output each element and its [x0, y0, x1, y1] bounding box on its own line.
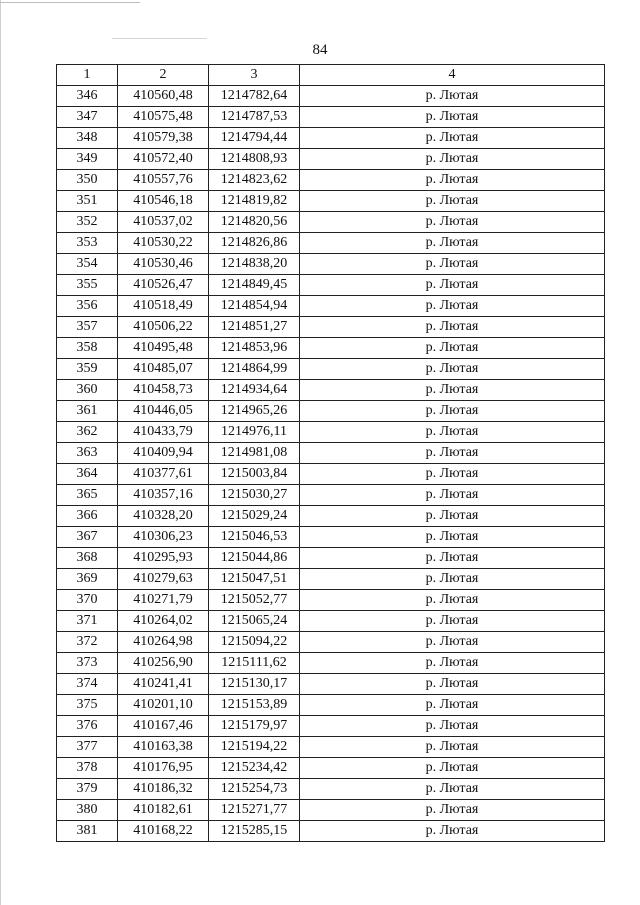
point-number-cell: 377: [57, 737, 118, 758]
table-row: [57, 800, 605, 821]
y-coordinate-cell: 1214838,20: [209, 254, 300, 275]
table-row: [57, 674, 605, 695]
y-coordinate-cell: 1215094,22: [209, 632, 300, 653]
water-object-cell: р. Лютая: [300, 128, 605, 149]
y-coordinate-cell: 1215153,89: [209, 695, 300, 716]
table-row: [57, 86, 605, 107]
y-coordinate-cell: 1215194,22: [209, 737, 300, 758]
x-coordinate-cell: 410264,02: [118, 611, 209, 632]
table-row: [57, 275, 605, 296]
y-coordinate-cell: 1214823,62: [209, 170, 300, 191]
table-row: [57, 443, 605, 464]
water-object-cell: р. Лютая: [300, 716, 605, 737]
x-coordinate-cell: 410537,02: [118, 212, 209, 233]
x-coordinate-cell: 410575,48: [118, 107, 209, 128]
scan-artifact-line: [112, 38, 207, 39]
y-coordinate-cell: 1214981,08: [209, 443, 300, 464]
point-number-cell: 358: [57, 338, 118, 359]
table-row: [57, 149, 605, 170]
x-coordinate-cell: 410163,38: [118, 737, 209, 758]
point-number-cell: 351: [57, 191, 118, 212]
water-object-cell: р. Лютая: [300, 338, 605, 359]
water-object-cell: р. Лютая: [300, 674, 605, 695]
x-coordinate-cell: 410167,46: [118, 716, 209, 737]
column-header: 4: [300, 65, 605, 86]
table-row: [57, 695, 605, 716]
table-row: [57, 485, 605, 506]
y-coordinate-cell: 1214820,56: [209, 212, 300, 233]
table-row: [57, 590, 605, 611]
y-coordinate-cell: 1214782,64: [209, 86, 300, 107]
table-row: [57, 758, 605, 779]
x-coordinate-cell: 410271,79: [118, 590, 209, 611]
x-coordinate-cell: 410530,22: [118, 233, 209, 254]
x-coordinate-cell: 410530,46: [118, 254, 209, 275]
water-object-cell: р. Лютая: [300, 191, 605, 212]
water-object-cell: р. Лютая: [300, 506, 605, 527]
table-row: [57, 548, 605, 569]
table-row: [57, 464, 605, 485]
x-coordinate-cell: 410256,90: [118, 653, 209, 674]
table-row: [57, 821, 605, 842]
table-row: [57, 506, 605, 527]
x-coordinate-cell: 410560,48: [118, 86, 209, 107]
table-row: [57, 107, 605, 128]
x-coordinate-cell: 410458,73: [118, 380, 209, 401]
y-coordinate-cell: 1214854,94: [209, 296, 300, 317]
point-number-cell: 366: [57, 506, 118, 527]
water-object-cell: р. Лютая: [300, 212, 605, 233]
y-coordinate-cell: 1214853,96: [209, 338, 300, 359]
y-coordinate-cell: 1215029,24: [209, 506, 300, 527]
x-coordinate-cell: 410279,63: [118, 569, 209, 590]
point-number-cell: 350: [57, 170, 118, 191]
x-coordinate-cell: 410168,22: [118, 821, 209, 842]
y-coordinate-cell: 1215234,42: [209, 758, 300, 779]
table-row: [57, 653, 605, 674]
x-coordinate-cell: 410182,61: [118, 800, 209, 821]
point-number-cell: 360: [57, 380, 118, 401]
table-row: [57, 233, 605, 254]
table-row: [57, 212, 605, 233]
y-coordinate-cell: 1214864,99: [209, 359, 300, 380]
water-object-cell: р. Лютая: [300, 170, 605, 191]
point-number-cell: 348: [57, 128, 118, 149]
water-object-cell: р. Лютая: [300, 317, 605, 338]
table-header-row: [57, 65, 605, 86]
y-coordinate-cell: 1214794,44: [209, 128, 300, 149]
y-coordinate-cell: 1214965,26: [209, 401, 300, 422]
water-object-cell: р. Лютая: [300, 359, 605, 380]
table-body: [57, 86, 605, 842]
point-number-cell: 370: [57, 590, 118, 611]
x-coordinate-cell: 410295,93: [118, 548, 209, 569]
point-number-cell: 374: [57, 674, 118, 695]
water-object-cell: р. Лютая: [300, 548, 605, 569]
x-coordinate-cell: 410506,22: [118, 317, 209, 338]
x-coordinate-cell: 410518,49: [118, 296, 209, 317]
x-coordinate-cell: 410572,40: [118, 149, 209, 170]
x-coordinate-cell: 410176,95: [118, 758, 209, 779]
column-header: 1: [57, 65, 118, 86]
water-object-cell: р. Лютая: [300, 401, 605, 422]
water-object-cell: р. Лютая: [300, 254, 605, 275]
point-number-cell: 354: [57, 254, 118, 275]
point-number-cell: 365: [57, 485, 118, 506]
scan-edge-artifact: [0, 0, 1, 905]
y-coordinate-cell: 1215285,15: [209, 821, 300, 842]
point-number-cell: 353: [57, 233, 118, 254]
x-coordinate-cell: 410377,61: [118, 464, 209, 485]
coordinates-table: [56, 64, 605, 842]
x-coordinate-cell: 410495,48: [118, 338, 209, 359]
water-object-cell: р. Лютая: [300, 422, 605, 443]
point-number-cell: 347: [57, 107, 118, 128]
point-number-cell: 379: [57, 779, 118, 800]
water-object-cell: р. Лютая: [300, 296, 605, 317]
table-row: [57, 170, 605, 191]
table-row: [57, 296, 605, 317]
y-coordinate-cell: 1215271,77: [209, 800, 300, 821]
water-object-cell: р. Лютая: [300, 821, 605, 842]
x-coordinate-cell: 410306,23: [118, 527, 209, 548]
y-coordinate-cell: 1215030,27: [209, 485, 300, 506]
point-number-cell: 375: [57, 695, 118, 716]
point-number-cell: 381: [57, 821, 118, 842]
y-coordinate-cell: 1214851,27: [209, 317, 300, 338]
point-number-cell: 362: [57, 422, 118, 443]
table-row: [57, 779, 605, 800]
point-number-cell: 376: [57, 716, 118, 737]
x-coordinate-cell: 410546,18: [118, 191, 209, 212]
water-object-cell: р. Лютая: [300, 275, 605, 296]
y-coordinate-cell: 1215044,86: [209, 548, 300, 569]
point-number-cell: 368: [57, 548, 118, 569]
point-number-cell: 380: [57, 800, 118, 821]
x-coordinate-cell: 410557,76: [118, 170, 209, 191]
table-row: [57, 128, 605, 149]
water-object-cell: р. Лютая: [300, 464, 605, 485]
y-coordinate-cell: 1215065,24: [209, 611, 300, 632]
x-coordinate-cell: 410526,47: [118, 275, 209, 296]
y-coordinate-cell: 1214934,64: [209, 380, 300, 401]
y-coordinate-cell: 1214787,53: [209, 107, 300, 128]
x-coordinate-cell: 410201,10: [118, 695, 209, 716]
point-number-cell: 364: [57, 464, 118, 485]
water-object-cell: р. Лютая: [300, 527, 605, 548]
water-object-cell: р. Лютая: [300, 779, 605, 800]
point-number-cell: 373: [57, 653, 118, 674]
x-coordinate-cell: 410446,05: [118, 401, 209, 422]
y-coordinate-cell: 1214849,45: [209, 275, 300, 296]
water-object-cell: р. Лютая: [300, 86, 605, 107]
point-number-cell: 352: [57, 212, 118, 233]
y-coordinate-cell: 1215046,53: [209, 527, 300, 548]
water-object-cell: р. Лютая: [300, 590, 605, 611]
y-coordinate-cell: 1215003,84: [209, 464, 300, 485]
point-number-cell: 363: [57, 443, 118, 464]
table-row: [57, 191, 605, 212]
y-coordinate-cell: 1214808,93: [209, 149, 300, 170]
table-row: [57, 716, 605, 737]
table-row: [57, 569, 605, 590]
water-object-cell: р. Лютая: [300, 695, 605, 716]
page-number: 84: [312, 42, 328, 58]
x-coordinate-cell: 410328,20: [118, 506, 209, 527]
x-coordinate-cell: 410264,98: [118, 632, 209, 653]
column-header: 2: [118, 65, 209, 86]
water-object-cell: р. Лютая: [300, 485, 605, 506]
point-number-cell: 361: [57, 401, 118, 422]
point-number-cell: 369: [57, 569, 118, 590]
point-number-cell: 346: [57, 86, 118, 107]
point-number-cell: 367: [57, 527, 118, 548]
water-object-cell: р. Лютая: [300, 653, 605, 674]
table-row: [57, 422, 605, 443]
y-coordinate-cell: 1214826,86: [209, 233, 300, 254]
point-number-cell: 378: [57, 758, 118, 779]
table-row: [57, 359, 605, 380]
y-coordinate-cell: 1215047,51: [209, 569, 300, 590]
column-header: 3: [209, 65, 300, 86]
point-number-cell: 356: [57, 296, 118, 317]
x-coordinate-cell: 410485,07: [118, 359, 209, 380]
point-number-cell: 372: [57, 632, 118, 653]
x-coordinate-cell: 410409,94: [118, 443, 209, 464]
y-coordinate-cell: 1214819,82: [209, 191, 300, 212]
water-object-cell: р. Лютая: [300, 443, 605, 464]
table-row: [57, 611, 605, 632]
point-number-cell: 359: [57, 359, 118, 380]
water-object-cell: р. Лютая: [300, 380, 605, 401]
water-object-cell: р. Лютая: [300, 611, 605, 632]
x-coordinate-cell: 410186,32: [118, 779, 209, 800]
y-coordinate-cell: 1215254,73: [209, 779, 300, 800]
y-coordinate-cell: 1214976,11: [209, 422, 300, 443]
y-coordinate-cell: 1215130,17: [209, 674, 300, 695]
x-coordinate-cell: 410357,16: [118, 485, 209, 506]
water-object-cell: р. Лютая: [300, 233, 605, 254]
x-coordinate-cell: 410579,38: [118, 128, 209, 149]
x-coordinate-cell: 410241,41: [118, 674, 209, 695]
table-row: [57, 338, 605, 359]
table-row: [57, 254, 605, 275]
table-row: [57, 401, 605, 422]
table-row: [57, 737, 605, 758]
y-coordinate-cell: 1215052,77: [209, 590, 300, 611]
point-number-cell: 349: [57, 149, 118, 170]
point-number-cell: 355: [57, 275, 118, 296]
table-row: [57, 317, 605, 338]
water-object-cell: р. Лютая: [300, 758, 605, 779]
point-number-cell: 371: [57, 611, 118, 632]
scan-artifact-line: [0, 2, 140, 3]
water-object-cell: р. Лютая: [300, 149, 605, 170]
point-number-cell: 357: [57, 317, 118, 338]
water-object-cell: р. Лютая: [300, 569, 605, 590]
table-row: [57, 527, 605, 548]
table-row: [57, 632, 605, 653]
y-coordinate-cell: 1215179,97: [209, 716, 300, 737]
water-object-cell: р. Лютая: [300, 632, 605, 653]
x-coordinate-cell: 410433,79: [118, 422, 209, 443]
water-object-cell: р. Лютая: [300, 737, 605, 758]
y-coordinate-cell: 1215111,62: [209, 653, 300, 674]
water-object-cell: р. Лютая: [300, 107, 605, 128]
table-row: [57, 380, 605, 401]
water-object-cell: р. Лютая: [300, 800, 605, 821]
